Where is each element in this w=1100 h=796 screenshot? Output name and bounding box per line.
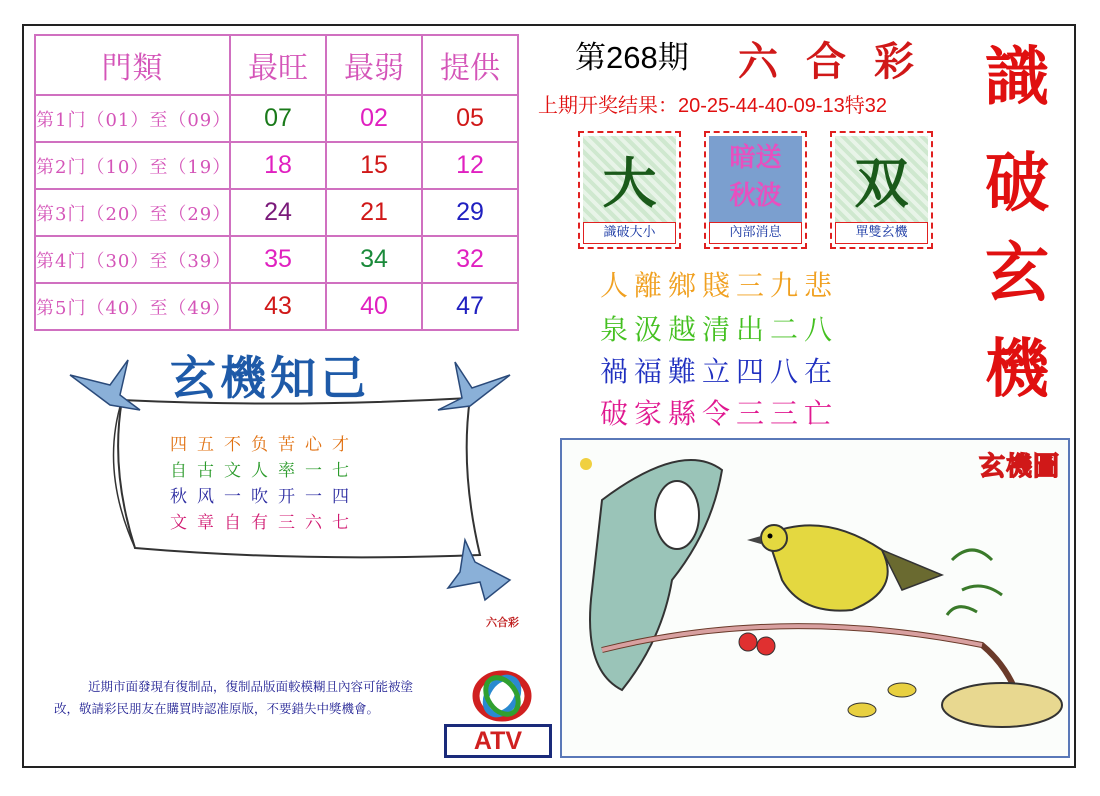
weakest-value: 34 (326, 236, 422, 283)
poem-line: 禍福難立四八在 (600, 355, 839, 388)
hint-glyph: 双 (854, 151, 909, 215)
gate-table (34, 34, 519, 331)
vertical-title-char: 玄 (985, 236, 1049, 311)
weakest-value: 15 (326, 142, 422, 189)
poem-line: 泉汲越清出二八 (600, 313, 839, 346)
hint-glyph: 大 (602, 151, 657, 215)
mystery-picture (560, 438, 1070, 758)
verse-line: 四五不负苦心才 (170, 435, 359, 455)
hottest-value: 24 (230, 189, 326, 236)
table-row (35, 142, 518, 189)
brand-title: 六合彩 (738, 38, 942, 85)
gate-label: 第2门（10）至（19） (35, 142, 230, 189)
col-header-weakest: 最弱 (326, 35, 422, 95)
picture-tag: 玄機圖 (978, 452, 1060, 482)
box-caption: 內部消息 (709, 222, 802, 244)
insider-news-box (704, 131, 807, 249)
provided-value: 05 (422, 95, 518, 142)
notice-line: 改，敬請彩民朋友在購買時認准原版，不要錯失中獎機會。 (54, 701, 380, 716)
gate-label: 第1门（01）至（09） (35, 95, 230, 142)
hottest-value: 18 (230, 142, 326, 189)
box-caption: 識破大小 (583, 222, 676, 244)
poem-line: 破家縣令三三亡 (600, 397, 839, 430)
weakest-value: 40 (326, 283, 422, 330)
hottest-value: 35 (230, 236, 326, 283)
hottest-value: 07 (230, 95, 326, 142)
verse-line: 文章自有三六七 (170, 513, 359, 533)
col-header-provided: 提供 (422, 35, 518, 95)
provided-value: 29 (422, 189, 518, 236)
verse-line: 秋风一吹开一四 (170, 487, 359, 507)
poem-line: 人離鄉賤三九悲 (600, 269, 839, 302)
small-logo: 六合彩 (486, 616, 519, 629)
bird-branch-illustration (562, 440, 1068, 756)
col-header-hottest: 最旺 (230, 35, 326, 95)
box-caption: 單雙玄機 (835, 222, 928, 244)
table-row (35, 283, 518, 330)
verse-line: 自古文人率一七 (170, 461, 359, 481)
provided-value: 47 (422, 283, 518, 330)
scroll-title: 玄機知己 (170, 351, 370, 405)
vertical-title-char: 破 (985, 146, 1049, 221)
col-header-category: 門類 (35, 35, 230, 95)
counterfeit-notice (54, 676, 454, 720)
gate-label: 第5门（40）至（49） (35, 283, 230, 330)
vertical-title-char: 機 (985, 332, 1049, 407)
weakest-value: 02 (326, 95, 422, 142)
weakest-value: 21 (326, 189, 422, 236)
provided-value: 32 (422, 236, 518, 283)
vertical-title-char: 識 (985, 40, 1049, 115)
issue-number: 第268期 (575, 40, 689, 75)
atv-logo-icon (470, 668, 534, 724)
table-row (35, 95, 518, 142)
insider-text (706, 139, 805, 215)
gate-label: 第3门（20）至（29） (35, 189, 230, 236)
insider-line: 秋波 (729, 181, 782, 211)
table-row (35, 236, 518, 283)
odd-even-box (830, 131, 933, 249)
provided-value: 12 (422, 142, 518, 189)
table-header-row (35, 35, 518, 95)
atv-logo-text: ATV (444, 724, 552, 758)
gate-label: 第4门（30）至（39） (35, 236, 230, 283)
last-draw-result: 上期开奖结果：20-25-44-40-09-13特32 (538, 95, 888, 117)
notice-line: 近期市面發現有復制品，復制品版面較模糊且內容可能被塗 (88, 679, 414, 694)
insider-line: 暗送 (729, 143, 782, 173)
hottest-value: 43 (230, 283, 326, 330)
table-row (35, 189, 518, 236)
size-hint-box (578, 131, 681, 249)
